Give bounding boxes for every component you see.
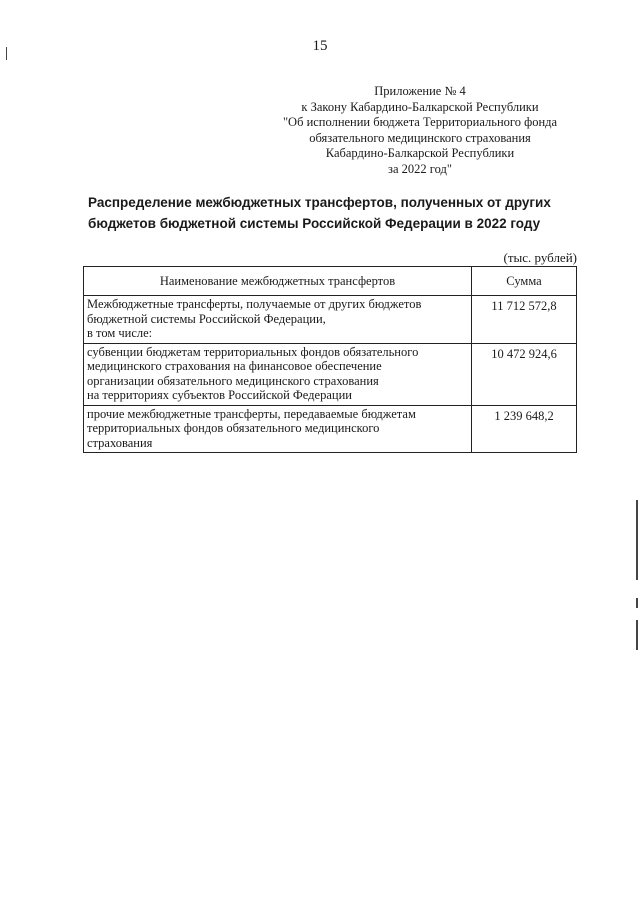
table-row [84, 405, 577, 453]
title-line: Распределение межбюджетных трансфертов, полученных от других [88, 195, 551, 210]
cell-line: прочие межбюджетные трансферты, передаваемые бюджетам [87, 406, 416, 421]
appendix-line: к Закону Кабардино-Балкарской Республики [301, 99, 539, 114]
cell-line: в том числе: [87, 326, 153, 340]
table-header-row [84, 267, 577, 296]
transfers-table [83, 266, 577, 453]
table-row [84, 296, 577, 344]
transfer-name-cell [84, 296, 472, 344]
transfer-amount-cell: 10 472 924,6 [472, 343, 577, 405]
appendix-line: обязательного медицинского страхования [309, 130, 531, 145]
cell-line: территориальных фондов обязательного медицинского [87, 421, 380, 435]
scan-mark-left [6, 47, 7, 60]
cell-line: субвенции бюджетам территориальных фондов обязательного [87, 344, 419, 359]
units-label: (тыс. рублей) [503, 250, 577, 265]
cell-line: на территориях субъектов Российской Федерации [87, 388, 352, 402]
table-row [84, 343, 577, 405]
header-name: Наименование межбюджетных трансфертов [84, 267, 472, 296]
cell-line: организации обязательного медицинского страхования [87, 373, 379, 388]
appendix-line: Приложение № 4 [374, 84, 466, 98]
transfer-name-cell [84, 405, 472, 453]
header-amount: Сумма [472, 267, 577, 296]
transfer-amount-cell: 1 239 648,2 [472, 405, 577, 453]
cell-line: Межбюджетные трансферты, получаемые от других бюджетов [87, 297, 422, 311]
scan-mark-right [636, 500, 638, 580]
transfer-amount-cell: 11 712 572,8 [472, 296, 577, 344]
transfer-name-cell [84, 343, 472, 405]
document-title [88, 192, 568, 234]
cell-line: медицинского страхования на финансовое обеспечение [87, 359, 382, 373]
cell-line: бюджетной системы Российской Федерации, [87, 311, 326, 326]
title-line: бюджетов бюджетной системы Российской Федерации в 2022 году [88, 216, 541, 231]
page-number: 15 [312, 38, 328, 54]
appendix-line: за 2022 год" [388, 161, 452, 176]
cell-line: страхования [87, 435, 153, 450]
appendix-header [270, 84, 570, 177]
scan-mark-right [636, 620, 638, 650]
appendix-line: Кабардино-Балкарской Республики [325, 146, 515, 160]
appendix-line: "Об исполнении бюджета Территориального фонда [282, 115, 558, 129]
scan-mark-right [636, 598, 638, 608]
